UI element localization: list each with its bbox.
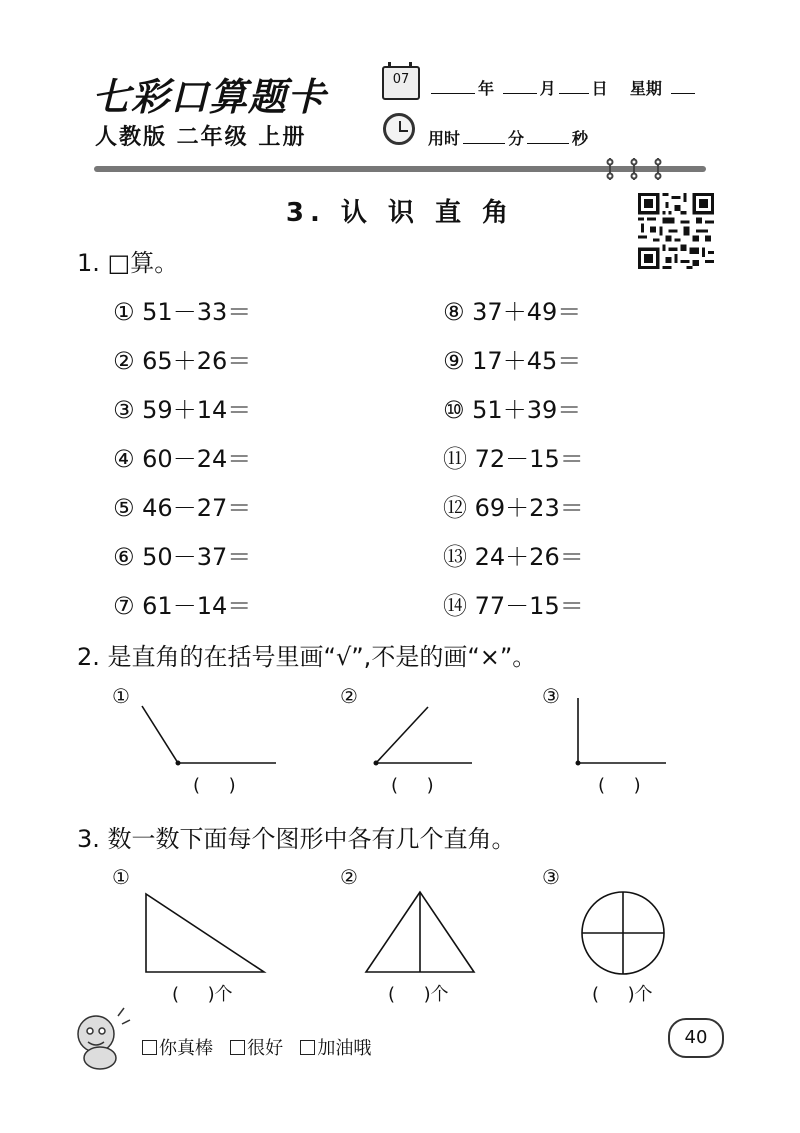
date-line <box>428 76 698 99</box>
problem-5 <box>113 488 251 523</box>
problem-13 <box>443 537 584 572</box>
problem-number: ⑩ <box>443 396 465 424</box>
problem-expression: 65＋26＝ <box>142 347 252 375</box>
problem-number: ⑫ <box>443 494 467 522</box>
angle-figures <box>0 690 800 780</box>
shape-3-number: ③ <box>542 865 560 889</box>
problem-number: ⑧ <box>443 298 465 326</box>
time-used-label: 用时 <box>428 129 461 148</box>
brand-title: 七彩口算题卡 <box>92 74 327 119</box>
problem-14 <box>443 586 584 621</box>
problem-expression: 51＋39＝ <box>472 396 582 424</box>
rating-keep-going[interactable] <box>300 1038 371 1059</box>
shape-figures <box>0 880 800 980</box>
problem-3 <box>113 390 251 425</box>
problem-expression: 50－37＝ <box>142 543 252 571</box>
month-label: 月 <box>539 79 556 98</box>
angle-figure-acute <box>376 707 472 763</box>
problem-1 <box>113 292 251 327</box>
problem-number: ⑬ <box>443 543 467 571</box>
angle-figure-obtuse <box>142 706 276 763</box>
edition-label: 人教版 二年级 上册 <box>95 125 307 150</box>
problem-number: ⑨ <box>443 347 465 375</box>
time-line <box>428 126 588 149</box>
problem-expression: 72－15＝ <box>474 445 584 473</box>
qr-code[interactable] <box>638 193 714 269</box>
section-1-heading: 1. □算。 <box>77 249 179 277</box>
right-triangle-figure <box>146 894 264 972</box>
problem-12 <box>443 488 584 523</box>
problem-number: ⑭ <box>443 592 467 620</box>
problem-number: ② <box>113 347 135 375</box>
angle-2-number: ② <box>340 684 358 708</box>
problem-expression: 37＋49＝ <box>472 298 582 326</box>
problem-number: ⑥ <box>113 543 135 571</box>
problem-number: ③ <box>113 396 135 424</box>
page-number: 40 <box>668 1018 724 1058</box>
problem-expression: 77－15＝ <box>474 592 584 620</box>
section-3-heading: 3. 数一数下面每个图形中各有几个直角。 <box>77 825 516 853</box>
problem-number: ⑦ <box>113 592 135 620</box>
problem-expression: 59＋14＝ <box>142 396 252 424</box>
self-rating <box>142 1034 371 1060</box>
problem-2 <box>113 341 251 376</box>
problem-expression: 24＋26＝ <box>474 543 584 571</box>
problem-4 <box>113 439 251 474</box>
shape-3-answer[interactable]: ( )个 <box>592 984 653 1005</box>
calendar-number: 07 <box>392 72 410 87</box>
angle-3-number: ③ <box>542 684 560 708</box>
day-label: 日 <box>591 79 608 98</box>
mascot-icon <box>70 1006 134 1072</box>
checkbox-icon <box>142 1040 157 1055</box>
problem-expression: 69＋23＝ <box>474 494 584 522</box>
angle-1-number: ① <box>112 684 130 708</box>
year-label: 年 <box>478 79 495 98</box>
angle-3-answer[interactable]: ( ) <box>598 775 641 796</box>
shape-2-number: ② <box>340 865 358 889</box>
divider-ornament <box>600 156 680 182</box>
shape-1-answer[interactable]: ( )个 <box>172 984 233 1005</box>
problem-expression: 51－33＝ <box>142 298 252 326</box>
problem-7 <box>113 586 251 621</box>
problem-expression: 61－14＝ <box>142 592 252 620</box>
split-triangle-figure <box>366 892 474 972</box>
lesson-title: 3. 认 识 直 角 <box>285 198 515 228</box>
minute-label: 分 <box>508 129 525 148</box>
problem-number: ⑪ <box>443 445 467 473</box>
weekday-label: 星期 <box>629 79 662 98</box>
second-label: 秒 <box>572 129 589 148</box>
checkbox-icon <box>230 1040 245 1055</box>
angle-2-answer[interactable]: ( ) <box>391 775 434 796</box>
problem-expression: 60－24＝ <box>142 445 252 473</box>
rating-excellent[interactable] <box>142 1038 213 1059</box>
quartered-circle-figure <box>582 892 664 974</box>
angle-1-answer[interactable]: ( ) <box>193 775 236 796</box>
rating-good[interactable] <box>230 1038 283 1059</box>
calendar-icon <box>382 66 420 100</box>
problem-11 <box>443 439 584 474</box>
angle-figure-right <box>578 698 666 763</box>
problem-number: ⑤ <box>113 494 135 522</box>
problem-expression: 17＋45＝ <box>472 347 582 375</box>
problem-number: ④ <box>113 445 135 473</box>
problem-8 <box>443 292 581 327</box>
problem-expression: 46－27＝ <box>142 494 252 522</box>
problem-10 <box>443 390 581 425</box>
problem-9 <box>443 341 581 376</box>
alarm-clock-icon <box>383 113 415 145</box>
rating-good-label: 很好 <box>247 1038 284 1059</box>
shape-1-number: ① <box>112 865 130 889</box>
checkbox-icon <box>300 1040 315 1055</box>
rating-keep-going-label: 加油哦 <box>317 1038 372 1059</box>
shape-2-answer[interactable]: ( )个 <box>388 984 449 1005</box>
section-2-heading: 2. 是直角的在括号里画“√”,不是的画“×”。 <box>77 643 537 671</box>
rating-excellent-label: 你真棒 <box>159 1038 213 1059</box>
problem-number: ① <box>113 298 135 326</box>
problem-6 <box>113 537 251 572</box>
